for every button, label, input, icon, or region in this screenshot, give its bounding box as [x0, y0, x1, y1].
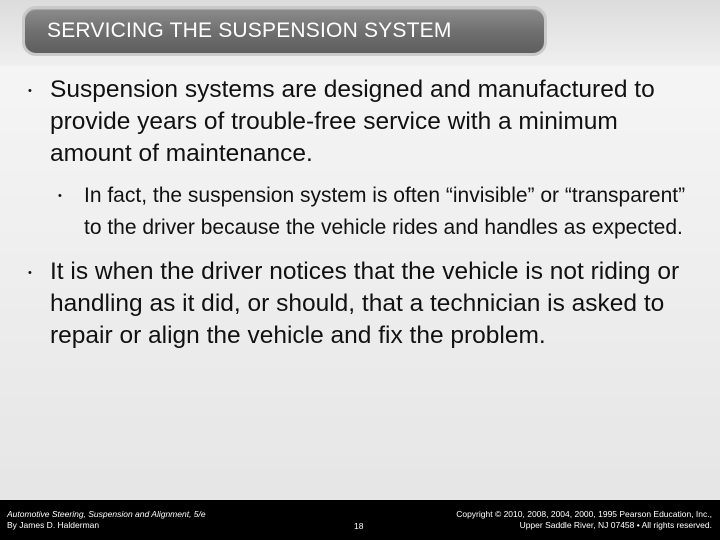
- slide-body: [22, 74, 702, 362]
- title-bar: [22, 6, 547, 56]
- book-title: Automotive Steering, Suspension and Alignment, 5/e: [7, 509, 206, 519]
- bullet-icon: •: [28, 267, 32, 279]
- sub-bullet-text: In fact, the suspension system is often “invisible” or “transparent” to the driver because the vehicle rides and handles as expected.: [84, 184, 686, 239]
- bullet-text: It is when the driver notices that the vehicle is not riding or handling as it did, or should, that a technician is asked to repair or align the vehicle and fix the problem.: [50, 258, 680, 349]
- copyright-notice: [456, 509, 712, 531]
- bullet-item: [22, 74, 702, 170]
- copyright-line-1: Copyright © 2010, 2008, 2004, 2000, 1995 Pearson Education, Inc.,: [456, 509, 712, 519]
- bullet-icon: •: [58, 190, 62, 202]
- footer-book-info: [7, 509, 206, 531]
- slide-title: SERVICING THE SUSPENSION SYSTEM: [47, 19, 452, 42]
- copyright-line-2: Upper Saddle River, NJ 07458 • All rights reserved.: [519, 520, 712, 530]
- sub-bullet-item: [22, 180, 702, 244]
- author-name: By James D. Halderman: [7, 520, 100, 530]
- bullet-icon: •: [28, 85, 32, 97]
- bullet-item: [22, 256, 702, 352]
- bullet-text: Suspension systems are designed and manufactured to provide years of trouble-free service with a minimum amount of maintenance.: [50, 76, 655, 167]
- page-number: 18: [354, 521, 364, 531]
- footer-bar: [0, 500, 720, 540]
